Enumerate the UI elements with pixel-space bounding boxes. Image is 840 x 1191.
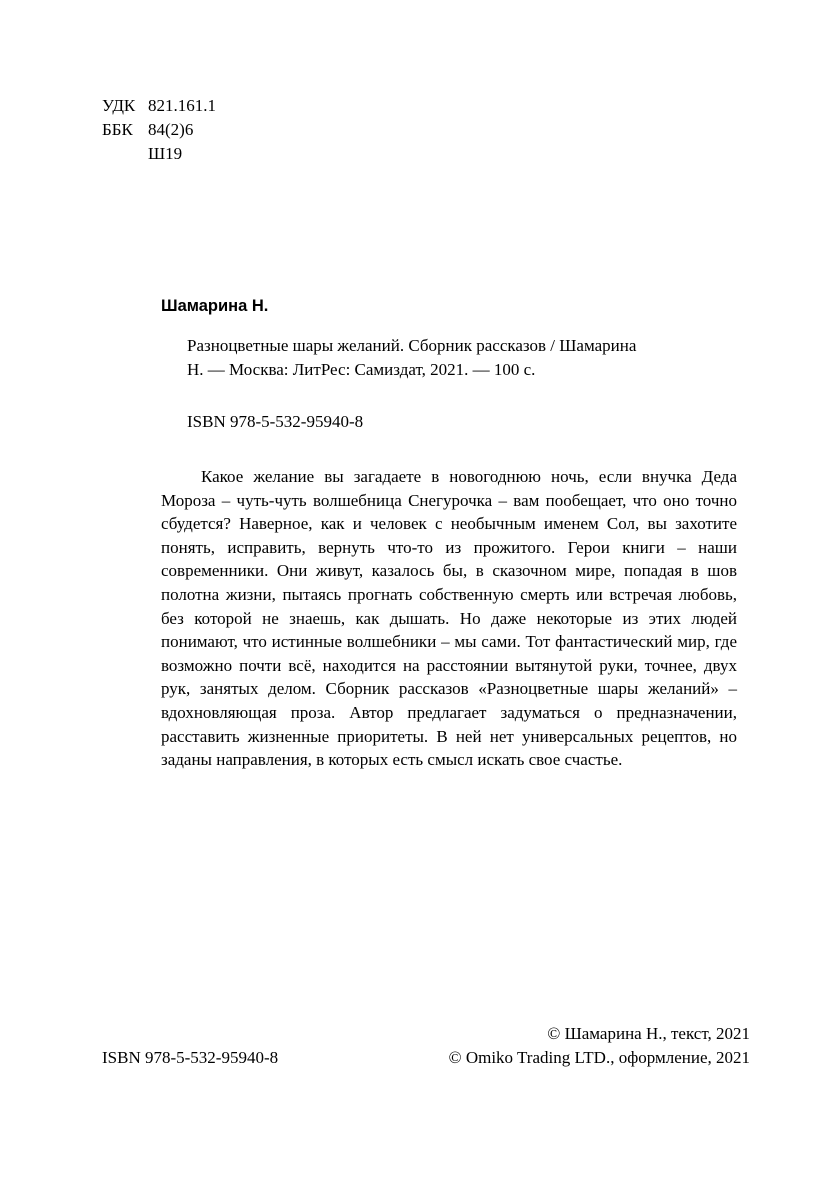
udk-value: 821.161.1	[148, 96, 216, 115]
isbn-bottom: ISBN 978-5-532-95940-8	[102, 1048, 279, 1067]
description-line-2: Н. — Москва: ЛитРес: Самиздат, 2021. — 100 с.	[187, 360, 536, 379]
bbk-value: 84(2)6	[148, 120, 194, 139]
author-mark: Ш19	[148, 144, 183, 163]
copyright-block	[449, 1022, 750, 1070]
bbk-row	[102, 118, 193, 142]
copyright-text: © Шамарина Н., текст, 2021	[547, 1024, 750, 1043]
annotation-paragraph: Какое желание вы загадаете в новогоднюю ночь, если внучка Деда Мороза – чуть-чуть волшебница Снегурочка – вам пообещает, что оно точно сбудется? Наверное, как и человек с необычным именем Сол, вы захотите понять, исправить, вернуть что-то из прожитого. Герои книги – наши современники. Они живут, казалось бы, в сказочном мире, попадая в шов полотна жизни, пытаясь прогнать собственную смерть или встречая любовь, без которой не знаешь, как дышать. Но даже некоторые из этих людей понимают, что истинные волшебники – мы сами. Тот фантастический мир, где возможно почти всё, находится на расстоянии вытянутой руки, точнее, двух рук, занятых делом. Сборник рассказов «Разноцветные шары желаний» – вдохновляющая проза. Автор предлагает задуматься о предназначении, расставить жизненные приоритеты. В ней нет универсальных рецептов, но заданы направления, в которых есть смысл искать свое счастье.	[161, 467, 737, 770]
copyright-design: © Omiko Trading LTD., оформление, 2021	[448, 1048, 750, 1067]
author-mark-row	[102, 142, 182, 166]
description-line-1: Разноцветные шары желаний. Сборник рассказов / Шамарина	[187, 336, 637, 355]
udk-row	[102, 94, 216, 118]
author-heading: Шамарина Н.	[161, 297, 269, 315]
isbn-main: ISBN 978-5-532-95940-8	[187, 412, 364, 431]
bibliographic-description	[187, 334, 707, 382]
bbk-label: ББК	[102, 120, 133, 139]
udk-label: УДК	[102, 96, 136, 115]
